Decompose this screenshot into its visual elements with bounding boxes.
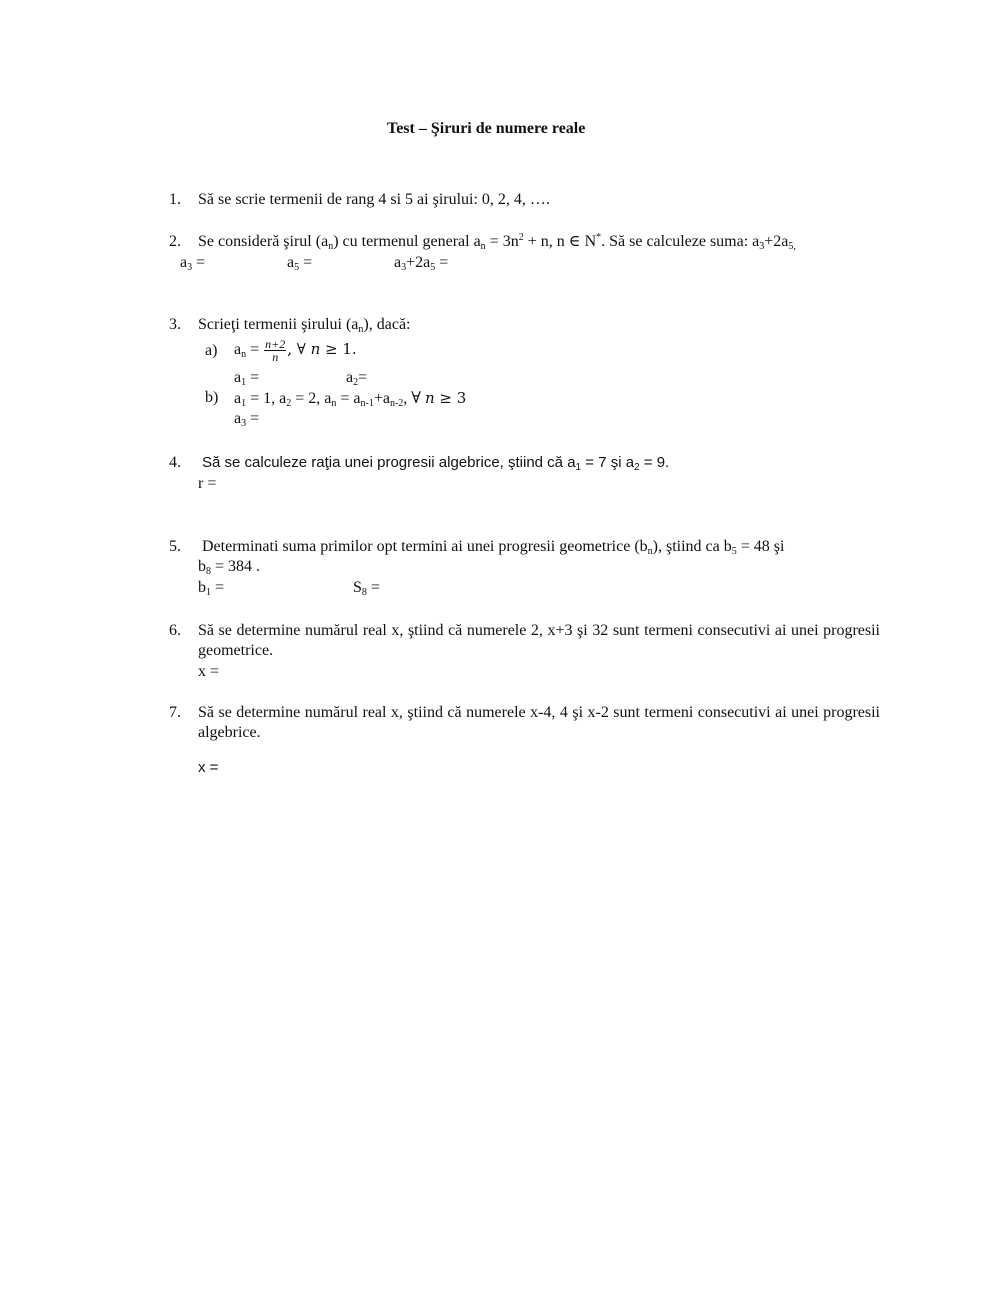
part-a-label: a) xyxy=(205,342,218,359)
answer-a5[interactable]: $a_5$ = xyxy=(287,254,313,273)
answer-s8[interactable]: $S_8$ = xyxy=(353,579,380,598)
question-1-number: 1. xyxy=(169,191,181,208)
question-5-number: 5. xyxy=(169,538,181,555)
question-7-number: 7. xyxy=(169,704,181,721)
part-b-formula: $a_1 = 1$, $a_2 = 2$, $a_n = a_{n-1}+a_{n-2}$, ∀ n ≥ 3 xyxy=(234,389,467,409)
question-5-text: Determinati suma primilor opt termini ai unei progresii geometrice $(b_n)$, ştiind ca $b_5 = 48$ şi xyxy=(202,538,785,557)
answer-sum[interactable]: $a_3+2a_5$ = xyxy=(394,254,449,273)
question-4-number: 4. xyxy=(169,454,181,471)
answer-a3[interactable]: $a_3$ = xyxy=(180,254,206,273)
answer-x-algebraic[interactable]: x = xyxy=(198,759,219,776)
part-a-formula: $a_n$ = $\frac{n+2}{n}$ , ∀ n ≥ 1. xyxy=(234,336,357,364)
question-6-text: Să se determine numărul real x, ştiind că numerele 2, x+3 şi 32 sunt termeni consecutivi ai unei progresii geometrice. xyxy=(198,622,880,659)
answer-a2[interactable]: $a_2=$ xyxy=(346,369,368,388)
question-2-number: 2. xyxy=(169,233,181,250)
question-7-text: Să se determine numărul real x, ştiind că numerele x-4, 4 şi x-2 sunt termeni consecutivi ai unei progresii algebrice. xyxy=(198,704,880,741)
answer-r[interactable]: r = xyxy=(198,475,217,492)
answer-a1[interactable]: $a_1$ = xyxy=(234,369,260,388)
answer-a3-recurrence[interactable]: $a_3$ = xyxy=(234,410,260,429)
answer-b1[interactable]: $b_1$ = xyxy=(198,579,225,598)
part-b-label: b) xyxy=(205,389,219,406)
question-4-text: Să se calculeze raţia unei progresii algebrice, ştiind că $a_1 = 7$ şi $a_2 = 9$. xyxy=(202,454,670,473)
question-3-text: Scrieţi termenii şirului $(a_n)$, dacă: xyxy=(198,316,411,335)
page-title: Test – Şiruri de numere reale xyxy=(387,120,586,137)
question-2-text: Se consideră şirul $(a_n)$ cu termenul general $a_n = 3n^2 + n$, n ∈ N*. Să se calculeze suma: $a_3+2a_{5,}$ xyxy=(198,232,796,252)
question-6-number: 6. xyxy=(169,622,181,639)
question-1-text: Să se scrie termenii de rang 4 si 5 ai şirului: 0, 2, 4, …. xyxy=(198,191,550,208)
question-5-line2: $b_8 = 384$ . xyxy=(198,558,261,577)
question-3-number: 3. xyxy=(169,316,181,333)
answer-x-geometric[interactable]: x = xyxy=(198,663,220,680)
